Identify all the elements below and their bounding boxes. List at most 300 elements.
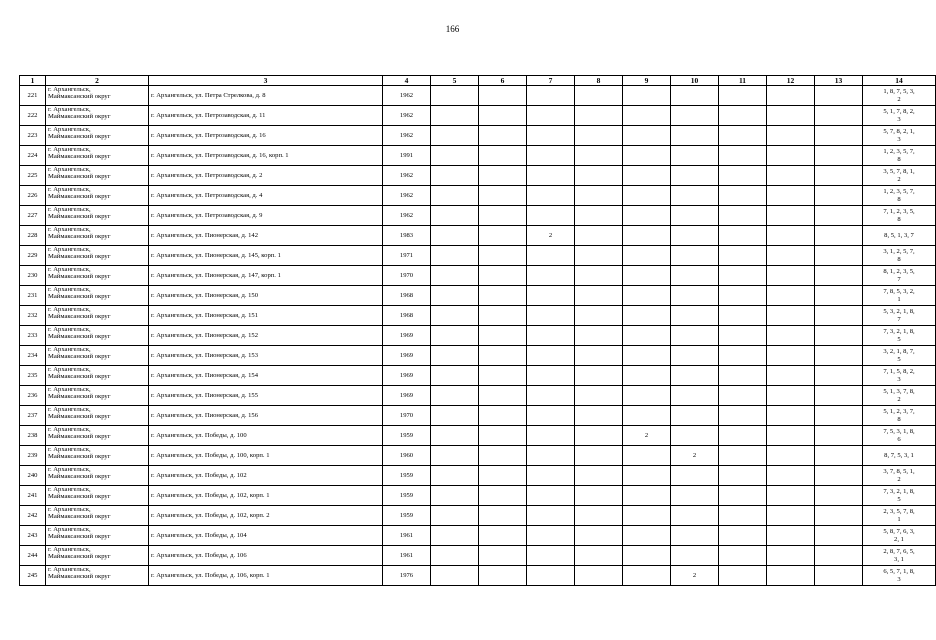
- col13-cell: [815, 406, 863, 426]
- col5-cell: [431, 506, 479, 526]
- row-number-cell: 225: [20, 166, 46, 186]
- col9-cell: [623, 486, 671, 506]
- col14-cell: 5, 1, 7, 8, 2, 3: [863, 106, 936, 126]
- col9-cell: [623, 366, 671, 386]
- col8-cell: [575, 146, 623, 166]
- row-number-cell: 231: [20, 286, 46, 306]
- col14-cell: 3, 2, 1, 8, 7, 5: [863, 346, 936, 366]
- district-cell: г. Архангельск, Маймаксанский округ: [46, 346, 149, 366]
- col5-cell: [431, 426, 479, 446]
- address-cell: г. Архангельск, ул. Петра Стрелкова, д. 8: [149, 86, 383, 106]
- table-row: [20, 146, 936, 166]
- col6-cell: [479, 346, 527, 366]
- col12-cell: [767, 246, 815, 266]
- table-row: [20, 446, 936, 466]
- col7-cell: [527, 346, 575, 366]
- table-row: [20, 346, 936, 366]
- col11-cell: [719, 566, 767, 586]
- col5-cell: [431, 526, 479, 546]
- col6-cell: [479, 106, 527, 126]
- district-cell: г. Архангельск, Маймаксанский округ: [46, 546, 149, 566]
- col5-cell: [431, 246, 479, 266]
- district-cell: г. Архангельск, Маймаксанский округ: [46, 506, 149, 526]
- col9-cell: [623, 466, 671, 486]
- col13-cell: [815, 326, 863, 346]
- year-cell: 1983: [383, 226, 431, 246]
- col7-cell: [527, 466, 575, 486]
- col10-cell: [671, 386, 719, 406]
- table-row: [20, 466, 936, 486]
- row-number-cell: 222: [20, 106, 46, 126]
- col7-cell: [527, 446, 575, 466]
- col8-cell: [575, 386, 623, 406]
- col12-cell: [767, 546, 815, 566]
- table-row: [20, 426, 936, 446]
- col14-cell: 5, 7, 8, 2, 1, 3: [863, 126, 936, 146]
- row-number-cell: 224: [20, 146, 46, 166]
- col11-cell: [719, 406, 767, 426]
- row-number-cell: 239: [20, 446, 46, 466]
- col7-cell: [527, 426, 575, 446]
- table-row: [20, 266, 936, 286]
- column-header-9: 9: [623, 76, 671, 86]
- col6-cell: [479, 406, 527, 426]
- address-cell: г. Архангельск, ул. Пионерская, д. 151: [149, 306, 383, 326]
- col11-cell: [719, 126, 767, 146]
- col7-cell: [527, 366, 575, 386]
- col10-cell: [671, 546, 719, 566]
- col5-cell: [431, 386, 479, 406]
- col12-cell: [767, 486, 815, 506]
- col7-cell: [527, 486, 575, 506]
- year-cell: 1959: [383, 486, 431, 506]
- col7-cell: [527, 206, 575, 226]
- col12-cell: [767, 126, 815, 146]
- col12-cell: [767, 466, 815, 486]
- col7-cell: [527, 566, 575, 586]
- col8-cell: [575, 266, 623, 286]
- col6-cell: [479, 286, 527, 306]
- col7-cell: [527, 506, 575, 526]
- year-cell: 1962: [383, 86, 431, 106]
- district-cell: г. Архангельск, Маймаксанский округ: [46, 526, 149, 546]
- table-row: [20, 526, 936, 546]
- col14-cell: 5, 1, 2, 3, 7, 8: [863, 406, 936, 426]
- table-row: [20, 106, 936, 126]
- table-row: [20, 186, 936, 206]
- district-cell: г. Архангельск, Маймаксанский округ: [46, 466, 149, 486]
- col7-cell: [527, 546, 575, 566]
- col6-cell: [479, 266, 527, 286]
- district-cell: г. Архангельск, Маймаксанский округ: [46, 226, 149, 246]
- col12-cell: [767, 226, 815, 246]
- col9-cell: [623, 406, 671, 426]
- col5-cell: [431, 326, 479, 346]
- address-cell: г. Архангельск, ул. Петрозаводская, д. 16: [149, 126, 383, 146]
- col10-cell: [671, 466, 719, 486]
- address-cell: г. Архангельск, ул. Победы, д. 102, корп. 1: [149, 486, 383, 506]
- col9-cell: [623, 246, 671, 266]
- year-cell: 1961: [383, 546, 431, 566]
- col10-cell: [671, 406, 719, 426]
- housing-table: [19, 75, 936, 586]
- address-cell: г. Архангельск, ул. Победы, д. 104: [149, 526, 383, 546]
- col11-cell: [719, 366, 767, 386]
- district-cell: г. Архангельск, Маймаксанский округ: [46, 146, 149, 166]
- column-header-1: 1: [20, 76, 46, 86]
- col12-cell: [767, 446, 815, 466]
- col6-cell: [479, 506, 527, 526]
- col5-cell: [431, 126, 479, 146]
- year-cell: 1962: [383, 186, 431, 206]
- col9-cell: [623, 326, 671, 346]
- col7-cell: [527, 186, 575, 206]
- col14-cell: 5, 1, 3, 7, 8, 2: [863, 386, 936, 406]
- col7-cell: [527, 246, 575, 266]
- table-row: [20, 86, 936, 106]
- col14-cell: 3, 5, 7, 8, 1, 2: [863, 166, 936, 186]
- col10-cell: [671, 426, 719, 446]
- column-header-8: 8: [575, 76, 623, 86]
- col5-cell: [431, 466, 479, 486]
- col11-cell: [719, 446, 767, 466]
- year-cell: 1976: [383, 566, 431, 586]
- col13-cell: [815, 266, 863, 286]
- table-row: [20, 546, 936, 566]
- column-header-2: 2: [46, 76, 149, 86]
- col8-cell: [575, 166, 623, 186]
- col6-cell: [479, 466, 527, 486]
- district-cell: г. Архангельск, Маймаксанский округ: [46, 266, 149, 286]
- year-cell: 1959: [383, 466, 431, 486]
- col9-cell: [623, 106, 671, 126]
- col8-cell: [575, 106, 623, 126]
- year-cell: 1961: [383, 526, 431, 546]
- col14-cell: 7, 3, 2, 1, 8, 5: [863, 326, 936, 346]
- year-cell: 1969: [383, 386, 431, 406]
- col13-cell: [815, 386, 863, 406]
- col14-cell: 7, 5, 3, 1, 8, 6: [863, 426, 936, 446]
- col8-cell: [575, 506, 623, 526]
- table-row: [20, 406, 936, 426]
- col5-cell: [431, 266, 479, 286]
- col8-cell: [575, 406, 623, 426]
- year-cell: 1969: [383, 366, 431, 386]
- row-number-cell: 236: [20, 386, 46, 406]
- year-cell: 1962: [383, 126, 431, 146]
- col8-cell: [575, 346, 623, 366]
- col6-cell: [479, 566, 527, 586]
- col8-cell: [575, 546, 623, 566]
- col11-cell: [719, 246, 767, 266]
- col10-cell: [671, 346, 719, 366]
- col5-cell: [431, 206, 479, 226]
- col5-cell: [431, 546, 479, 566]
- col5-cell: [431, 486, 479, 506]
- col8-cell: [575, 486, 623, 506]
- col9-cell: [623, 566, 671, 586]
- col7-cell: [527, 286, 575, 306]
- col13-cell: [815, 86, 863, 106]
- col7-cell: [527, 526, 575, 546]
- col11-cell: [719, 266, 767, 286]
- col5-cell: [431, 186, 479, 206]
- address-cell: г. Архангельск, ул. Пионерская, д. 142: [149, 226, 383, 246]
- col12-cell: [767, 346, 815, 366]
- row-number-cell: 229: [20, 246, 46, 266]
- col10-cell: [671, 86, 719, 106]
- col8-cell: [575, 466, 623, 486]
- year-cell: 1959: [383, 426, 431, 446]
- row-number-cell: 244: [20, 546, 46, 566]
- col6-cell: [479, 206, 527, 226]
- col14-cell: 2, 3, 5, 7, 8, 1: [863, 506, 936, 526]
- col6-cell: [479, 146, 527, 166]
- col13-cell: [815, 566, 863, 586]
- col6-cell: [479, 326, 527, 346]
- col11-cell: [719, 546, 767, 566]
- col6-cell: [479, 446, 527, 466]
- col11-cell: [719, 426, 767, 446]
- col13-cell: [815, 446, 863, 466]
- col8-cell: [575, 186, 623, 206]
- col14-cell: 1, 8, 7, 5, 3, 2: [863, 86, 936, 106]
- col13-cell: [815, 526, 863, 546]
- col6-cell: [479, 306, 527, 326]
- col11-cell: [719, 186, 767, 206]
- row-number-cell: 235: [20, 366, 46, 386]
- col5-cell: [431, 446, 479, 466]
- col9-cell: [623, 186, 671, 206]
- col10-cell: [671, 186, 719, 206]
- col14-cell: 8, 5, 1, 3, 7: [863, 226, 936, 246]
- table-row: [20, 366, 936, 386]
- col14-cell: 1, 2, 3, 5, 7, 8: [863, 146, 936, 166]
- col9-cell: [623, 526, 671, 546]
- col13-cell: [815, 186, 863, 206]
- col5-cell: [431, 166, 479, 186]
- year-cell: 1959: [383, 506, 431, 526]
- col9-cell: [623, 446, 671, 466]
- row-number-cell: 245: [20, 566, 46, 586]
- row-number-cell: 221: [20, 86, 46, 106]
- col13-cell: [815, 146, 863, 166]
- col13-cell: [815, 206, 863, 226]
- col9-cell: [623, 166, 671, 186]
- col5-cell: [431, 226, 479, 246]
- col8-cell: [575, 306, 623, 326]
- col11-cell: [719, 146, 767, 166]
- table-row: [20, 126, 936, 146]
- col12-cell: [767, 286, 815, 306]
- column-header-11: 11: [719, 76, 767, 86]
- row-number-cell: 241: [20, 486, 46, 506]
- row-number-cell: 233: [20, 326, 46, 346]
- address-cell: г. Архангельск, ул. Петрозаводская, д. 11: [149, 106, 383, 126]
- column-header-5: 5: [431, 76, 479, 86]
- table-header-row: [20, 76, 936, 86]
- row-number-cell: 228: [20, 226, 46, 246]
- year-cell: 1969: [383, 326, 431, 346]
- row-number-cell: 230: [20, 266, 46, 286]
- col6-cell: [479, 186, 527, 206]
- col11-cell: [719, 106, 767, 126]
- row-number-cell: 243: [20, 526, 46, 546]
- col13-cell: [815, 346, 863, 366]
- col13-cell: [815, 506, 863, 526]
- table-row: [20, 206, 936, 226]
- address-cell: г. Архангельск, ул. Победы, д. 106, корп. 1: [149, 566, 383, 586]
- col14-cell: 8, 1, 2, 3, 5, 7: [863, 266, 936, 286]
- col13-cell: [815, 306, 863, 326]
- district-cell: г. Архангельск, Маймаксанский округ: [46, 126, 149, 146]
- col6-cell: [479, 526, 527, 546]
- year-cell: 1970: [383, 406, 431, 426]
- column-header-6: 6: [479, 76, 527, 86]
- col7-cell: [527, 166, 575, 186]
- col8-cell: [575, 446, 623, 466]
- col13-cell: [815, 426, 863, 446]
- year-cell: 1962: [383, 206, 431, 226]
- address-cell: г. Архангельск, ул. Петрозаводская, д. 4: [149, 186, 383, 206]
- col6-cell: [479, 386, 527, 406]
- col11-cell: [719, 166, 767, 186]
- col5-cell: [431, 106, 479, 126]
- table-row: [20, 506, 936, 526]
- district-cell: г. Архангельск, Маймаксанский округ: [46, 166, 149, 186]
- col13-cell: [815, 466, 863, 486]
- col11-cell: [719, 306, 767, 326]
- year-cell: 1970: [383, 266, 431, 286]
- table-row: [20, 326, 936, 346]
- col7-cell: [527, 146, 575, 166]
- col12-cell: [767, 406, 815, 426]
- col10-cell: [671, 246, 719, 266]
- col8-cell: [575, 226, 623, 246]
- year-cell: 1960: [383, 446, 431, 466]
- col14-cell: 5, 8, 7, 6, 3, 2, 1: [863, 526, 936, 546]
- col7-cell: [527, 326, 575, 346]
- col9-cell: [623, 286, 671, 306]
- col14-cell: 7, 8, 5, 3, 2, 1: [863, 286, 936, 306]
- district-cell: г. Архангельск, Маймаксанский округ: [46, 246, 149, 266]
- row-number-cell: 237: [20, 406, 46, 426]
- col11-cell: [719, 386, 767, 406]
- row-number-cell: 232: [20, 306, 46, 326]
- col10-cell: [671, 266, 719, 286]
- col8-cell: [575, 126, 623, 146]
- col12-cell: [767, 146, 815, 166]
- col13-cell: [815, 546, 863, 566]
- col12-cell: [767, 266, 815, 286]
- col11-cell: [719, 346, 767, 366]
- address-cell: г. Архангельск, ул. Пионерская, д. 152: [149, 326, 383, 346]
- address-cell: г. Архангельск, ул. Победы, д. 102, корп. 2: [149, 506, 383, 526]
- col12-cell: [767, 206, 815, 226]
- address-cell: г. Архангельск, ул. Победы, д. 100, корп. 1: [149, 446, 383, 466]
- col9-cell: [623, 386, 671, 406]
- row-number-cell: 240: [20, 466, 46, 486]
- year-cell: 1991: [383, 146, 431, 166]
- district-cell: г. Архангельск, Маймаксанский округ: [46, 326, 149, 346]
- col6-cell: [479, 546, 527, 566]
- col11-cell: [719, 326, 767, 346]
- col11-cell: [719, 206, 767, 226]
- col5-cell: [431, 146, 479, 166]
- column-header-14: 14: [863, 76, 936, 86]
- col7-cell: [527, 106, 575, 126]
- col5-cell: [431, 366, 479, 386]
- district-cell: г. Архангельск, Маймаксанский округ: [46, 486, 149, 506]
- col11-cell: [719, 526, 767, 546]
- col9-cell: [623, 266, 671, 286]
- col12-cell: [767, 106, 815, 126]
- year-cell: 1971: [383, 246, 431, 266]
- col11-cell: [719, 466, 767, 486]
- col14-cell: 7, 1, 2, 3, 5, 8: [863, 206, 936, 226]
- col9-cell: 2: [623, 426, 671, 446]
- col13-cell: [815, 126, 863, 146]
- col12-cell: [767, 526, 815, 546]
- column-header-7: 7: [527, 76, 575, 86]
- col8-cell: [575, 566, 623, 586]
- col11-cell: [719, 286, 767, 306]
- col12-cell: [767, 506, 815, 526]
- col10-cell: [671, 286, 719, 306]
- col10-cell: [671, 306, 719, 326]
- year-cell: 1962: [383, 106, 431, 126]
- col6-cell: [479, 426, 527, 446]
- address-cell: г. Архангельск, ул. Пионерская, д. 153: [149, 346, 383, 366]
- col8-cell: [575, 286, 623, 306]
- col10-cell: [671, 326, 719, 346]
- col6-cell: [479, 246, 527, 266]
- col9-cell: [623, 86, 671, 106]
- col9-cell: [623, 146, 671, 166]
- district-cell: г. Архангельск, Маймаксанский округ: [46, 206, 149, 226]
- col9-cell: [623, 126, 671, 146]
- row-number-cell: 234: [20, 346, 46, 366]
- col14-cell: 7, 3, 2, 1, 8, 5: [863, 486, 936, 506]
- col5-cell: [431, 346, 479, 366]
- col6-cell: [479, 366, 527, 386]
- col12-cell: [767, 366, 815, 386]
- table-row: [20, 566, 936, 586]
- col9-cell: [623, 346, 671, 366]
- col9-cell: [623, 206, 671, 226]
- column-header-3: 3: [149, 76, 383, 86]
- col6-cell: [479, 226, 527, 246]
- col8-cell: [575, 426, 623, 446]
- col8-cell: [575, 366, 623, 386]
- col12-cell: [767, 386, 815, 406]
- row-number-cell: 227: [20, 206, 46, 226]
- district-cell: г. Архангельск, Маймаксанский округ: [46, 386, 149, 406]
- col13-cell: [815, 106, 863, 126]
- col8-cell: [575, 326, 623, 346]
- address-cell: г. Архангельск, ул. Пионерская, д. 145, корп. 1: [149, 246, 383, 266]
- col10-cell: [671, 506, 719, 526]
- col14-cell: 8, 7, 5, 3, 1: [863, 446, 936, 466]
- col11-cell: [719, 86, 767, 106]
- table-row: [20, 386, 936, 406]
- district-cell: г. Архангельск, Маймаксанский округ: [46, 426, 149, 446]
- col10-cell: 2: [671, 566, 719, 586]
- address-cell: г. Архангельск, ул. Победы, д. 102: [149, 466, 383, 486]
- district-cell: г. Архангельск, Маймаксанский округ: [46, 406, 149, 426]
- col13-cell: [815, 286, 863, 306]
- row-number-cell: 242: [20, 506, 46, 526]
